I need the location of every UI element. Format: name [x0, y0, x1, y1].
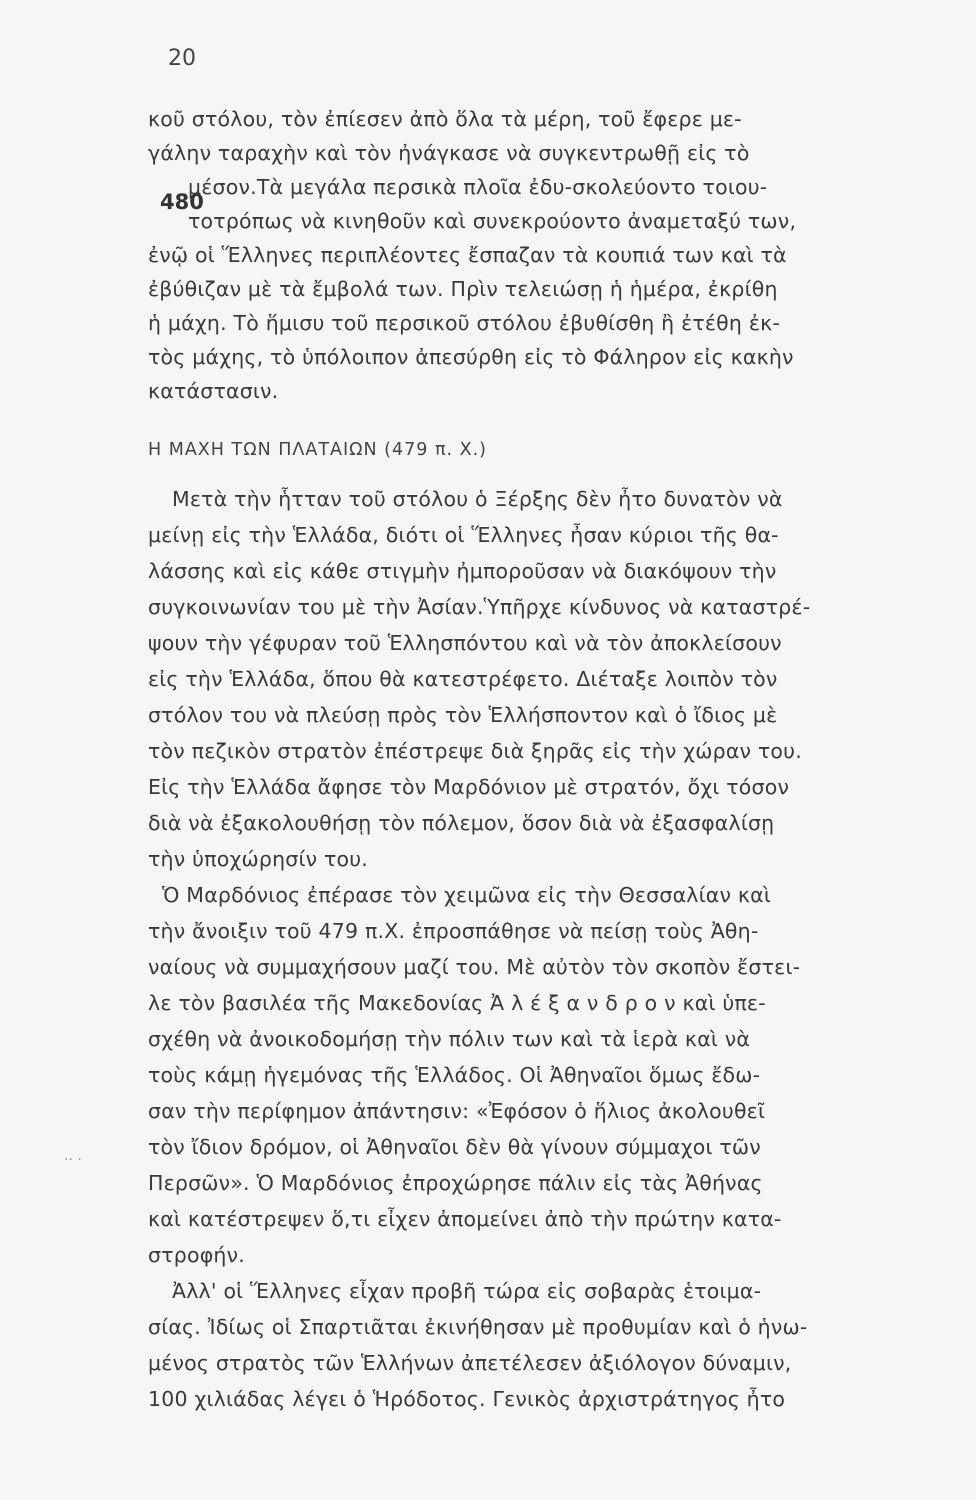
text-line: τοτρόπως νὰ κινηθοῦν καὶ συνεκρούοντο ἀναμεταξύ των, [188, 209, 797, 233]
text-line: κατάστασιν. [148, 379, 279, 403]
text-line: τὴν ὑποχώρησίν του. [148, 847, 369, 871]
text-line: στροφήν. [148, 1243, 245, 1267]
text-line: λάσσης καὶ εἰς κάθε στιγμὴν ἠμποροῦσαν νὰ διακόψουν τὴν [148, 559, 777, 583]
text-line: μέσον.Τὰ μεγάλα περσικὰ πλοῖα ἐδυ-σκολεύοντο τοιου- [188, 175, 768, 199]
text-line: ψουν τὴν γέφυραν τοῦ Ἑλλησπόντου καὶ νὰ τὸν ἀποκλείσουν [148, 631, 782, 655]
text-line: τὴν ἄνοιξιν τοῦ 479 π.Χ. ἐπροσπάθησε νὰ πείσῃ τοὺς Ἀθη- [148, 919, 759, 943]
text-line: τὸς μάχης, τὸ ὑπόλοιπον ἀπεσύρθη εἰς τὸ Φάληρον εἰς κακὴν [148, 345, 794, 369]
text-line: τὸν ἴδιον δρόμον, οἱ Ἀθηναῖοι δὲν θὰ γίνουν σύμμαχοι τῶν [148, 1135, 761, 1159]
text-line: τὸν πεζικὸν στρατὸν ἐπέστρεψε διὰ ξηρᾶς εἰς τὴν χώραν του. [148, 739, 802, 763]
text-line: μείνῃ εἰς τὴν Ἑλλάδα, διότι οἱ Ἕλληνες ἦσαν κύριοι τῆς θα- [148, 523, 779, 547]
text-line: λε τὸν βασιλέα τῆς Μακεδονίας Ἀ λ έ ξ α ν δ ρ ο ν καὶ ὑπε- [148, 991, 766, 1015]
page-number: 20 [168, 46, 196, 71]
text-line: τοὺς κάμῃ ἡγεμόνας τῆς Ἑλλάδος. Οἱ Ἀθηναῖοι ὅμως ἔδω- [148, 1063, 761, 1087]
text-line: ναίους νὰ συμμαχήσουν μαζί του. Μὲ αὐτὸν τὸν σκοπὸν ἔστει- [148, 955, 801, 979]
text-line: ἐβύθιζαν μὲ τὰ ἔμβολά των. Πρὶν τελειώσῃ ἡ ἡμέρα, ἐκρίθη [148, 277, 778, 301]
margin-year-number: 480 [160, 190, 204, 214]
text-line: γάλην ταραχὴν καὶ τὸν ἠνάγκασε νὰ συγκεντρωθῇ εἰς τὸ [148, 141, 750, 165]
text-line: Ἀλλ' οἱ Ἕλληνες εἶχαν προβῆ τώρα εἰς σοβαρὰς ἑτοιμα- [172, 1279, 762, 1303]
text-line: ἐνῷ οἱ Ἕλληνες περιπλέοντες ἔσπαζαν τὰ κουπιά των καὶ τὰ [148, 243, 787, 267]
text-line: εἰς τὴν Ἑλλάδα, ὅπου θὰ κατεστρέφετο. Διέταξε λοιπὸν τὸν [148, 667, 778, 691]
text-line: ἡ μάχη. Τὸ ἥμισυ τοῦ περσικοῦ στόλου ἐβυθίσθη ἢ ἐτέθη ἐκ- [148, 311, 780, 335]
text-line: διὰ νὰ ἐξακολουθήσῃ τὸν πόλεμον, ὅσον διὰ νὰ ἐξασφαλίσῃ [148, 811, 775, 835]
text-line: σαν τὴν περίφημον ἀπάντησιν: «Ἐφόσον ὁ ἥλιος ἀκολουθεῖ [148, 1099, 766, 1123]
text-line: καὶ κατέστρεψεν ὅ,τι εἶχεν ἀπομείνει ἀπὸ τὴν πρώτην κατα- [148, 1207, 782, 1231]
section-heading: Η ΜΑΧΗ ΤΩΝ ΠΛΑΤΑΙΩΝ (479 π. Χ.) [148, 440, 488, 460]
text-line: Εἰς τὴν Ἑλλάδα ἄφησε τὸν Μαρδόνιον μὲ στρατόν, ὄχι τόσον [148, 775, 790, 799]
text-line: μένος στρατὸς τῶν Ἑλλήνων ἀπετέλεσεν ἀξιόλογον δύναμιν, [148, 1351, 792, 1375]
text-line: σίας. Ἰδίως οἱ Σπαρτιᾶται ἐκινήθησαν μὲ προθυμίαν καὶ ὁ ἡνω- [148, 1315, 808, 1339]
text-line: κοῦ στόλου, τὸν ἐπίεσεν ἀπὸ ὅλα τὰ μέρη, τοῦ ἔφερε με- [148, 107, 742, 131]
text-line: Ὁ Μαρδόνιος ἐπέρασε τὸν χειμῶνα εἰς τὴν Θεσσαλίαν καὶ [162, 883, 771, 907]
text-line: Μετὰ τὴν ἧτταν τοῦ στόλου ὁ Ξέρξης δὲν ἦτο δυνατὸν νὰ [172, 487, 783, 511]
text-line: 100 χιλιάδας λέγει ὁ Ἡρόδοτος. Γενικὸς ἀρχιστράτηγος ἦτο [148, 1387, 786, 1411]
stray-ink-mark: ·· · [64, 1152, 82, 1168]
text-line: Περσῶν». Ὁ Μαρδόνιος ἐπροχώρησε πάλιν εἰς τὰς Ἀθήνας [148, 1171, 763, 1195]
text-line: συγκοινωνίαν του μὲ τὴν Ἀσίαν.Ὑπῆρχε κίνδυνος νὰ καταστρέ- [148, 595, 811, 619]
text-line: στόλον του νὰ πλεύσῃ πρὸς τὸν Ἑλλήσποντον καὶ ὁ ἴδιος μὲ [148, 703, 778, 727]
text-line: σχέθη νὰ ἀνοικοδομήσῃ τὴν πόλιν των καὶ τὰ ἱερὰ καὶ νὰ [148, 1027, 751, 1051]
